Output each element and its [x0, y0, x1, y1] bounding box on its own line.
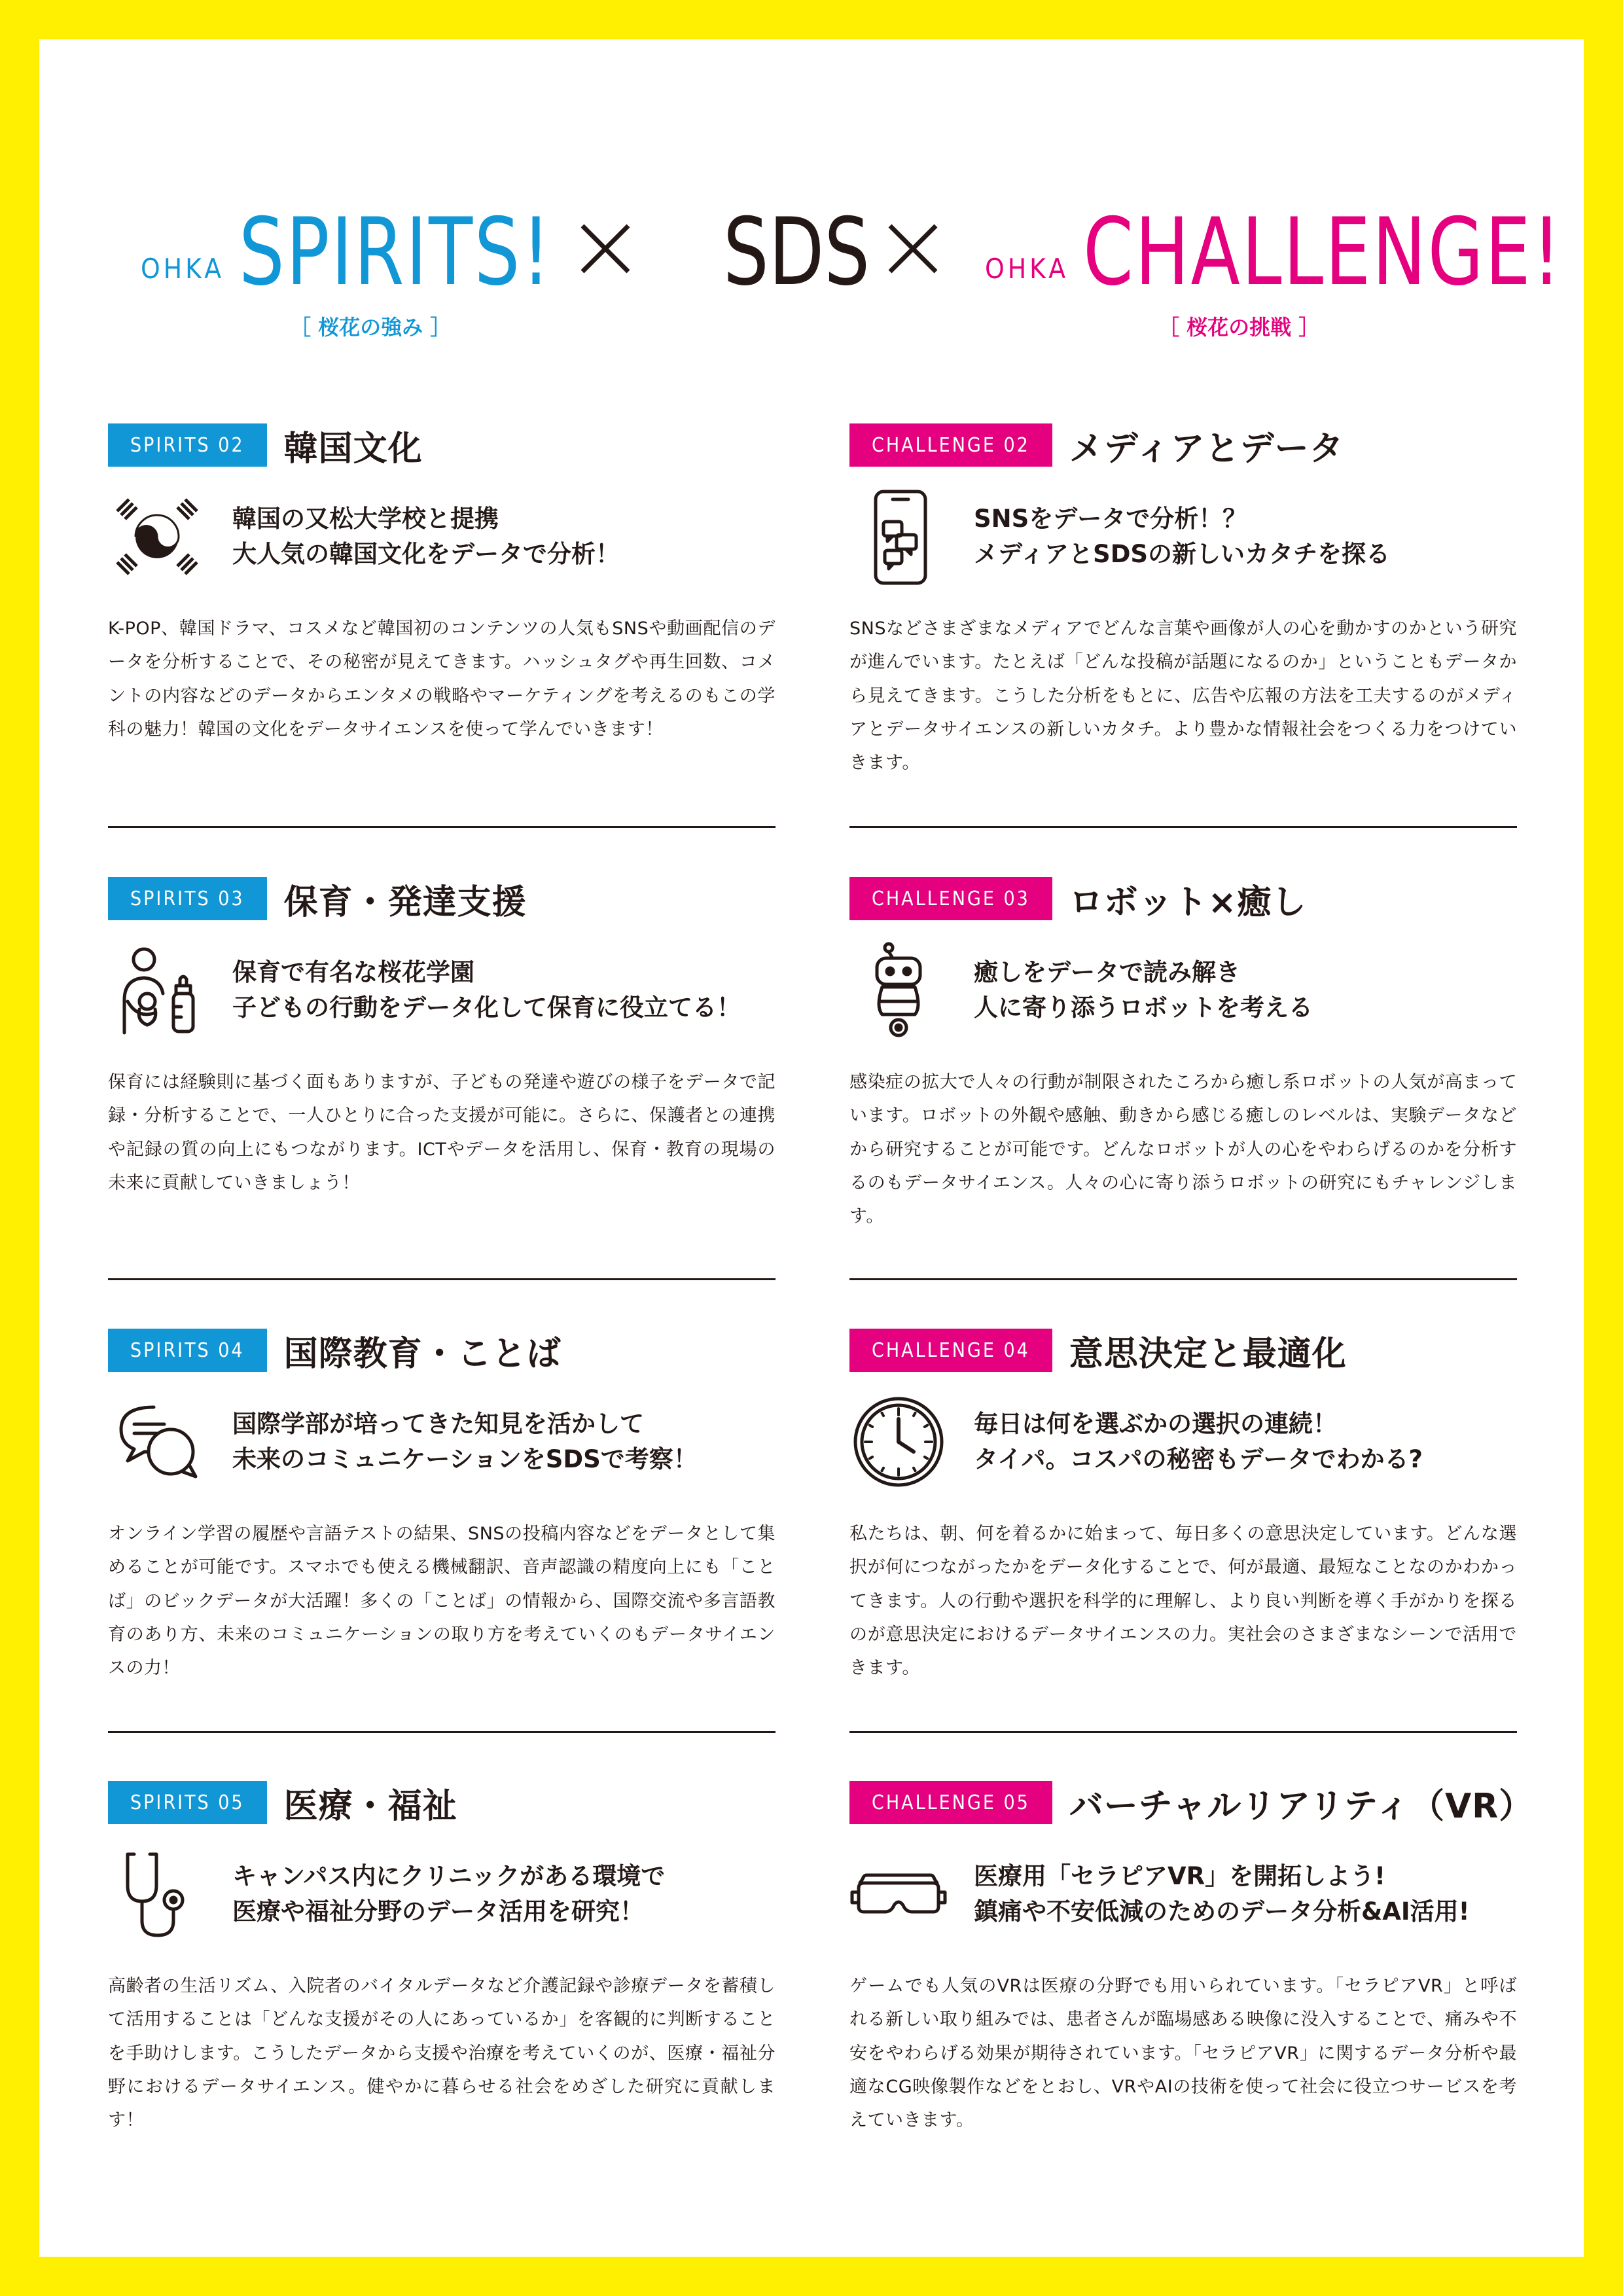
section-body: オンライン学習の履歴や言語テストの結果、SNSの投稿内容などをデータとして集めることが可能です。スマホでも使える機械翻訳、音声認識の精度向上にも「ことば」のビックデータが大活躍！多くの「ことば」の情報から、国際交流や多言語教育のあり方、未来のコミュニケーションの取り方を考えていくのもデータサイエンスの力！: [108, 1524, 776, 1679]
section-body: ゲームでも人気のVRは医療の分野でも用いられています。「セラピアVR」と呼ばれる新しい取り組みでは、患者さんが臨場感ある映像に没入することで、痛みや不安をやわらげる効果が期待されています。「セラピアVR」に関するデータ分析や最適なCG映像製作などをとおし、VRやAIの技術を使って社会に役立つサービスを考えていきます。: [849, 1976, 1517, 2131]
section-tag: CHALLENGE 02: [849, 423, 1052, 467]
spirits-word: SPIRITS!: [239, 198, 552, 306]
section-spirits-02: [108, 422, 776, 746]
section-spirits-03: [108, 876, 776, 1200]
divider: [108, 1278, 776, 1280]
lead-line-2: タイパ。コスパの秘密もデータでわかる?: [974, 1445, 1423, 1473]
section-title: メディアとデータ: [1069, 429, 1344, 469]
divider: [849, 1731, 1517, 1733]
section-spirits-04: [108, 1327, 776, 1685]
page: [39, 39, 1584, 2257]
speech-bubbles-icon: [108, 1393, 206, 1491]
lead-line-2: 子どもの行動をデータ化して保育に役立てる！: [232, 994, 741, 1022]
section-tag: CHALLENGE 05: [849, 1781, 1052, 1824]
challenge-logo: [985, 198, 1623, 340]
section-challenge-02: [849, 422, 1517, 780]
section-title: ロボット×癒し: [1069, 882, 1307, 922]
header: [39, 198, 1584, 357]
sds-word: SDS: [723, 198, 870, 306]
section-body: SNSなどさまざまなメディアでどんな言葉や画像が人の心を動かすのかという研究が進んでいます。たとえば「どんな投稿が話題になるのか」ということもデータから見えてきます。こうした分析をもとに、広告や広報の方法を工夫するのがメディアとデータサイエンスの新しいカタチ。より豊かな情報社会をつくる力をつけていきます。: [849, 619, 1517, 774]
cross-icon: [883, 219, 942, 278]
lead-line-1: 国際学部が培ってきた知見を活かして: [232, 1410, 644, 1439]
cross-icon: [576, 219, 635, 278]
section-title: 医療・福祉: [283, 1786, 457, 1826]
section-tag: SPIRITS 05: [108, 1781, 267, 1824]
challenge-ohka: OHKA: [985, 253, 1069, 285]
spirits-ohka: OHKA: [141, 253, 225, 285]
clock-icon: [849, 1393, 948, 1491]
lead-line-2: 人に寄り添うロボットを考える: [974, 994, 1313, 1022]
section-title: 意思決定と最適化: [1069, 1334, 1347, 1374]
lead-line-2: 鎮痛や不安低減のためのデータ分析&AI活用!: [974, 1897, 1470, 1926]
lead-line-1: キャンパス内にクリニックがある環境で: [232, 1862, 666, 1891]
section-tag: CHALLENGE 03: [849, 877, 1052, 920]
stethoscope-icon: [108, 1845, 206, 1943]
divider: [849, 826, 1517, 828]
section-spirits-05: [108, 1780, 776, 2137]
challenge-subtitle: ［ 桜花の挑戦 ］: [1158, 315, 1320, 340]
lead-line-2: 医療や福祉分野のデータ活用を研究！: [232, 1897, 644, 1926]
section-tag: SPIRITS 04: [108, 1329, 267, 1372]
section-title: 保育・発達支援: [283, 882, 527, 922]
section-tag: SPIRITS 02: [108, 423, 267, 467]
section-tag: SPIRITS 03: [108, 877, 267, 920]
section-challenge-04: [849, 1327, 1517, 1685]
lead-line-2: メディアとSDSの新しいカタチを探る: [974, 540, 1391, 568]
lead-line-1: SNSをデータで分析！？: [974, 505, 1247, 533]
section-body: 私たちは、朝、何を着るかに始まって、毎日多くの意思決定しています。どんな選択が何につながったかをデータ化することで、何が最適、最短なことなのかわかってきます。人の行動や選択を科学的に理解し、より良い判断を導く手がかりを探るのが意思決定におけるデータサイエンスの力。実社会のさまざまなシーンで活用できます。: [849, 1524, 1517, 1679]
spirits-logo: [141, 198, 603, 340]
lead-line-1: 癒しをデータで読み解き: [974, 958, 1240, 987]
section-title: 国際教育・ことば: [283, 1334, 562, 1374]
spirits-subtitle: ［ 桜花の強み ］: [290, 315, 452, 340]
lead-line-1: 保育で有名な桜花学園: [232, 958, 474, 987]
section-title: バーチャルリアリティ（VR）: [1069, 1786, 1534, 1826]
vr-goggles-icon: [849, 1845, 948, 1943]
robot-icon: [849, 941, 948, 1039]
korea-flag-icon: [108, 488, 206, 586]
section-title: 韓国文化: [283, 429, 423, 469]
section-body: 高齢者の生活リズム、入院者のバイタルデータなど介護記録や診療データを蓄積して活用することは「どんな支援がその人にあっているか」を客観的に判断することを手助けします。こうしたデータから支援や治療を考えていくのが、医療・福祉分野におけるデータサイエンス。健やかに暮らせる社会をめざした研究に貢献します！: [108, 1976, 776, 2131]
childcare-icon: [108, 941, 206, 1039]
lead-line-2: 未来のコミュニケーションをSDSで考察！: [232, 1445, 698, 1473]
lead-line-1: 韓国の又松大学校と提携: [232, 505, 499, 533]
lead-line-1: 毎日は何を選ぶかの選択の連続！: [974, 1410, 1337, 1439]
divider: [849, 1278, 1517, 1280]
divider: [108, 1731, 776, 1733]
divider: [108, 826, 776, 828]
section-challenge-03: [849, 876, 1517, 1233]
section-body: K-POP、韓国ドラマ、コスメなど韓国初のコンテンツの人気もSNSや動画配信のデータを分析することで、その秘密が見えてきます。ハッシュタグや再生回数、コメントの内容などのデータからエンタメの戦略やマーケティングを考えるのもこの学科の魅力！韓国の文化をデータサイエンスを使って学んでいきます！: [108, 619, 776, 740]
challenge-word: CHALLENGE!: [1083, 198, 1563, 306]
lead-line-2: 大人気の韓国文化をデータで分析！: [232, 540, 620, 568]
section-body: 感染症の拡大で人々の行動が制限されたころから癒し系ロボットの人気が高まっています。ロボットの外観や感触、動きから感じる癒しのレベルは、実験データなどから研究することが可能です。どんなロボットが人の心をやわらげるのかを分析するのもデータサイエンス。人々の心に寄り添うロボットの研究にもチャレンジします。: [849, 1072, 1517, 1227]
smartphone-sns-icon: [849, 488, 948, 586]
section-challenge-05: [849, 1780, 1534, 2137]
lead-line-1: 医療用「セラピアVR」を開拓しよう!: [974, 1862, 1385, 1891]
section-tag: CHALLENGE 04: [849, 1329, 1052, 1372]
section-body: 保育には経験則に基づく面もありますが、子どもの発達や遊びの様子をデータで記録・分析することで、一人ひとりに合った支援が可能に。さらに、保護者との連携や記録の質の向上にもつながります。ICTやデータを活用し、保育・教育の現場の未来に貢献していきましょう！: [108, 1072, 776, 1193]
